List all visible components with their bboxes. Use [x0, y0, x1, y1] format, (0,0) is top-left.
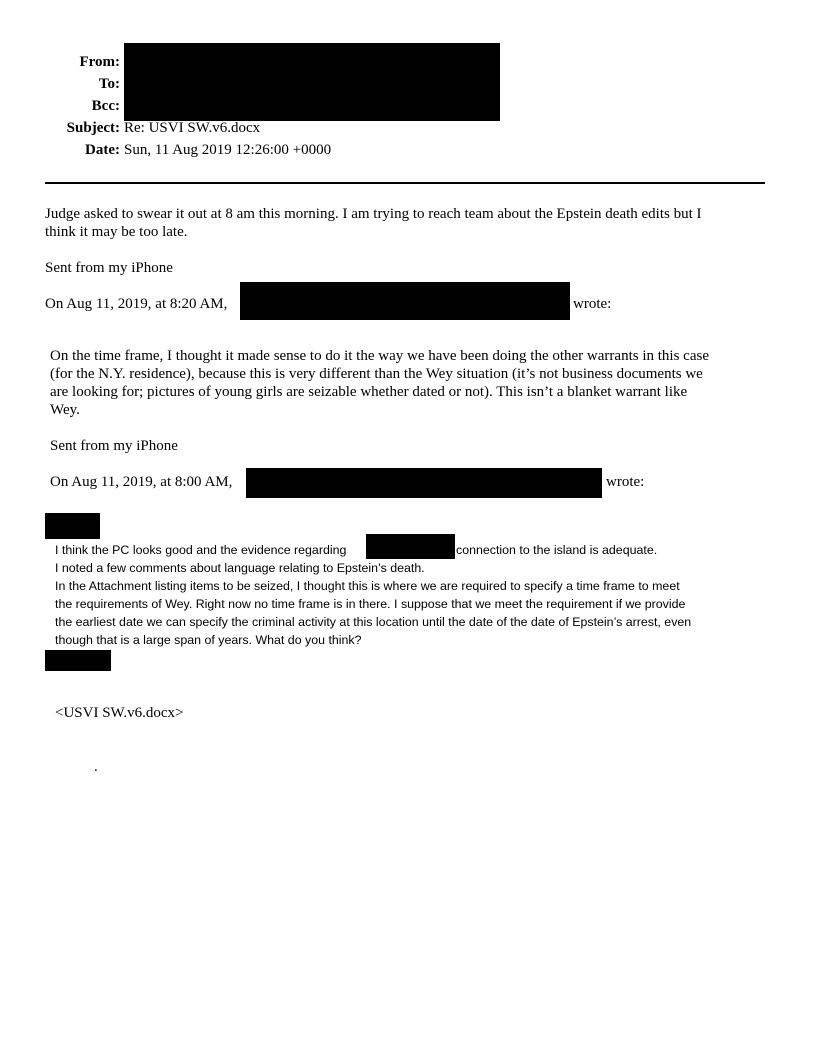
quote-line: the requirements of Wey. Right now no time frame is in there. I suppose that we meet the requirement if we provide [55, 597, 686, 611]
quote-intro-suffix: wrote: [573, 296, 612, 312]
subject-label: Subject: [66, 120, 120, 136]
bcc-label: Bcc: [91, 98, 120, 114]
body-line: are looking for; pictures of young girls are seizable whether dated or not). This isn’t a blanket warrant like [50, 384, 688, 400]
quote-line: connection to the island is adequate. [456, 543, 658, 557]
redaction-box [45, 513, 100, 539]
trailing-dot: . [94, 759, 98, 775]
redaction-box [124, 43, 500, 121]
quote-line: In the Attachment listing items to be seized, I thought this is where we are required to specify a time frame to meet [55, 579, 680, 593]
quote-line: I think the PC looks good and the evidence regarding [55, 543, 347, 557]
from-label: From: [79, 54, 120, 70]
redaction-box [366, 534, 455, 559]
redaction-box [45, 650, 111, 671]
date-label: Date: [85, 142, 120, 158]
quote-intro-suffix: wrote: [606, 474, 645, 490]
body-line: Wey. [50, 402, 80, 418]
redaction-box [240, 282, 570, 320]
date-value: Sun, 11 Aug 2019 12:26:00 +0000 [124, 142, 332, 158]
quote-line: though that is a large span of years. What do you think? [55, 633, 362, 647]
quote-line: I noted a few comments about language relating to Epstein’s death. [55, 561, 425, 575]
signature-line: Sent from my iPhone [50, 438, 178, 454]
header-divider [45, 182, 765, 184]
body-line: (for the N.Y. residence), because this is very different than the Wey situation (it’s not business documents we [50, 366, 703, 382]
body-line: think it may be too late. [45, 224, 188, 240]
redaction-box [246, 468, 602, 498]
signature-line: Sent from my iPhone [45, 260, 173, 276]
to-label: To: [98, 76, 120, 92]
body-line: On the time frame, I thought it made sense to do it the way we have been doing the other warrants in this case [50, 348, 709, 364]
subject-value: Re: USVI SW.v6.docx [124, 120, 261, 136]
quote-line: the earliest date we can specify the criminal activity at this location until the date of the date of Epstein’s arrest, even [55, 615, 692, 629]
body-line: Judge asked to swear it out at 8 am this morning. I am trying to reach team about the Epstein death edits but I [45, 206, 702, 222]
quote-intro-prefix: On Aug 11, 2019, at 8:20 AM, [45, 296, 228, 312]
quote-intro-prefix: On Aug 11, 2019, at 8:00 AM, [50, 474, 233, 490]
attachment-name: <USVI SW.v6.docx> [55, 705, 184, 721]
